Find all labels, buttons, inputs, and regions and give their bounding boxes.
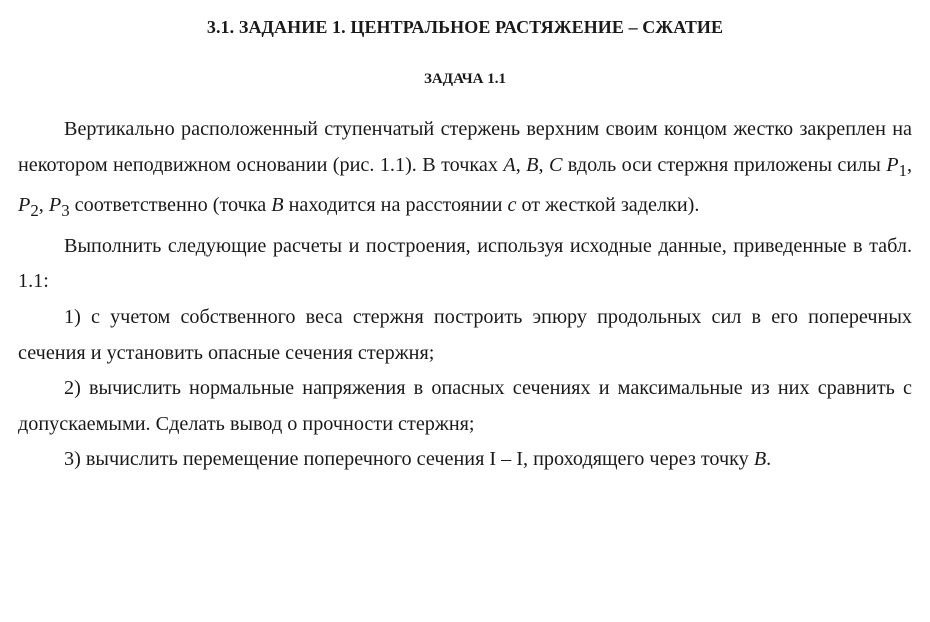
intro-text-4: находится на расстоянии: [283, 194, 508, 217]
distance-c: c: [507, 194, 517, 217]
item-3-paragraph: [18, 442, 912, 478]
force-p3: P: [48, 194, 62, 217]
item-2-paragraph: 2) вычислить нормальные напряжения в опасных сечениях и максимальные из них сравнить с допускаемыми. Сделать вывод о прочности стержня;: [18, 377, 912, 435]
intro-text-2: вдоль оси стержня приложены силы: [562, 153, 887, 176]
point-a: A: [503, 153, 516, 176]
force-p2: P: [18, 194, 31, 217]
intro-sep-3: ,: [906, 153, 913, 176]
point-b: B: [526, 153, 539, 176]
intro-text-1: Вертикально расположенный ступенчатый стержень верхним своим концом жестко закреплен на некотором неподвижном основании (рис. 1.1). В точках: [18, 118, 912, 176]
force-p1: P: [886, 153, 899, 176]
force-p2-index: 2: [30, 201, 39, 221]
task-paragraph: Выполнить следующие расчеты и построения, используя исходные данные, приведенные в табл. 1.1:: [18, 234, 912, 293]
item-1-paragraph: 1) с учетом собственного веса стержня построить эпюру продольных сил в его поперечных сечения и установить опасные сечения стержня;: [18, 306, 912, 364]
item-3-end: .: [766, 448, 772, 471]
item-3-point-b: B: [753, 448, 767, 471]
intro-text-5: от жесткой заделки).: [516, 194, 700, 217]
force-p1-index: 1: [898, 160, 907, 180]
item-3-text: 3) вычислить перемещение поперечного сечения I – I, проходящего через точку: [64, 448, 754, 471]
intro-sep-2: ,: [538, 153, 549, 176]
section-title: 3.1. ЗАДАНИЕ 1. ЦЕНТРАЛЬНОЕ РАСТЯЖЕНИЕ – СЖАТИЕ: [206, 17, 724, 37]
point-b-ref: B: [271, 194, 284, 217]
intro-text-3: соответственно (точка: [69, 194, 272, 217]
point-c: C: [548, 153, 563, 176]
task-title: ЗАДАЧА 1.1: [424, 71, 506, 87]
force-p3-index: 3: [61, 201, 70, 221]
intro-sep-1: ,: [515, 153, 527, 176]
intro-paragraph: [18, 112, 912, 229]
intro-sep-4: ,: [38, 194, 49, 217]
